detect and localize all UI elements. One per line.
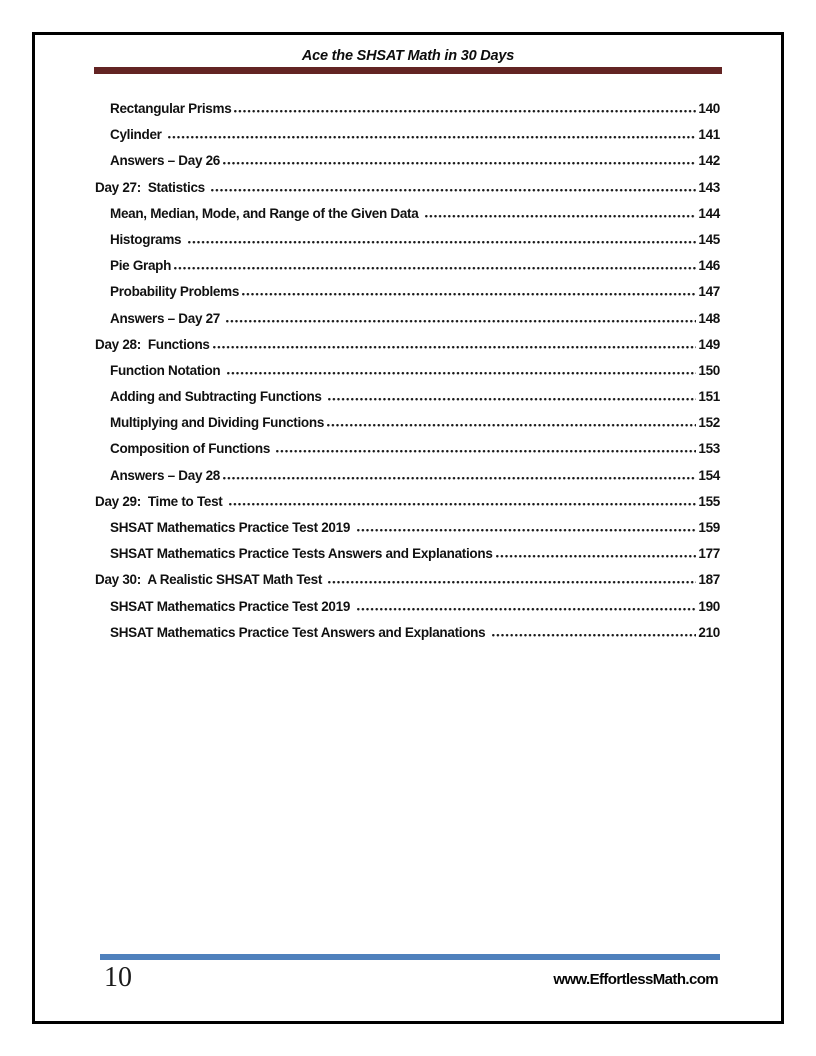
toc-dot-leader: [188, 240, 697, 244]
toc-entry-page: 145: [698, 231, 720, 247]
toc-dot-leader: [234, 109, 696, 113]
toc-dot-leader: [496, 554, 697, 558]
toc-dot-leader: [425, 214, 696, 218]
toc-entry-label: Answers – Day 28: [110, 467, 221, 483]
toc-entry: [95, 489, 720, 515]
toc-entry-label: SHSAT Mathematics Practice Test Answers and Explanations: [110, 624, 489, 640]
toc-entry-page: 141: [698, 127, 720, 143]
toc-dot-leader: [227, 371, 697, 375]
toc-entry-page: 210: [698, 624, 720, 640]
toc-dot-leader: [211, 188, 696, 192]
toc-entry: [95, 384, 720, 410]
toc-entry-page: 152: [698, 415, 720, 431]
toc-entry: [95, 436, 720, 462]
toc-entry-page: 147: [698, 284, 720, 300]
toc-entry: [95, 253, 720, 279]
toc-dot-leader: [328, 397, 696, 401]
toc-entry: [95, 567, 720, 593]
toc-dot-leader: [223, 161, 696, 165]
toc-entry: [95, 541, 720, 567]
toc-entry: [95, 175, 720, 201]
toc-entry-label: Adding and Subtracting Functions: [110, 389, 326, 405]
toc-entry-page: 190: [698, 598, 720, 614]
toc-entry: [95, 594, 720, 620]
toc-entry-page: 144: [698, 205, 720, 221]
toc-entry-label: SHSAT Mathematics Practice Test 2019: [110, 598, 354, 614]
toc-entry-label: SHSAT Mathematics Practice Tests Answers and Explanations: [110, 546, 493, 562]
toc-entry-page: 151: [698, 389, 720, 405]
toc-entry: [95, 279, 720, 305]
toc-dot-leader: [492, 633, 697, 637]
toc-entry: [95, 463, 720, 489]
toc-entry: [95, 96, 720, 122]
toc-entry-label: Answers – Day 26: [110, 153, 221, 169]
toc-entry-label: Histograms: [110, 231, 185, 247]
toc-entry: [95, 358, 720, 384]
toc-entry-page: 140: [698, 101, 720, 116]
toc-entry: [95, 515, 720, 541]
toc-entry: [95, 227, 720, 253]
footer-accent-bar: [100, 954, 720, 960]
toc-entry-label: Function Notation: [110, 362, 224, 378]
toc-entry: [95, 410, 720, 436]
toc-dot-leader: [242, 292, 696, 296]
toc-entry-label: Answers – Day 27: [110, 310, 224, 326]
toc-entry-page: 155: [698, 493, 720, 509]
toc-entry: [95, 332, 720, 358]
toc-entry-label: Day 27: Statistics: [95, 179, 209, 195]
toc-entry-page: 159: [698, 520, 720, 535]
toc-entry: [95, 148, 720, 174]
toc-entry: [95, 201, 720, 227]
toc-entry: [95, 122, 720, 148]
toc-dot-leader: [276, 449, 696, 453]
toc-entry-label: Probability Problems: [110, 284, 240, 300]
toc-entry-label: SHSAT Mathematics Practice Test 2019: [110, 520, 354, 535]
toc-dot-leader: [226, 319, 696, 323]
header-accent-bar: [94, 67, 722, 74]
page-number: 10: [104, 962, 132, 993]
toc-dot-leader: [174, 266, 696, 270]
toc-entry-page: 146: [698, 258, 720, 274]
toc-entry-page: 153: [698, 441, 720, 457]
toc-entry-label: Day 28: Functions: [95, 336, 210, 352]
toc-entry-page: 142: [698, 153, 720, 169]
toc-entry-page: 177: [698, 546, 720, 562]
toc-entry-page: 154: [698, 467, 720, 483]
toc-entry-page: 143: [698, 179, 720, 195]
toc-entry-label: Multiplying and Dividing Functions: [110, 415, 325, 431]
table-of-contents: [95, 96, 720, 646]
toc-entry-label: Rectangular Prisms: [110, 101, 232, 116]
toc-dot-leader: [357, 528, 697, 532]
toc-entry-page: 148: [698, 310, 720, 326]
toc-entry-page: 149: [698, 336, 720, 352]
toc-entry-label: Composition of Functions: [110, 441, 274, 457]
toc-dot-leader: [168, 135, 696, 139]
website-url: www.EffortlessMath.com: [553, 971, 718, 988]
toc-entry-page: 150: [698, 362, 720, 378]
toc-dot-leader: [357, 607, 697, 611]
toc-dot-leader: [213, 345, 697, 349]
page-header-title: Ace the SHSAT Math in 30 Days: [301, 48, 515, 64]
toc-dot-leader: [223, 476, 696, 480]
toc-dot-leader: [229, 502, 696, 506]
toc-entry-label: Mean, Median, Mode, and Range of the Given Data: [110, 205, 422, 221]
page-border: [32, 32, 784, 1024]
toc-entry-label: Day 30: A Realistic SHSAT Math Test: [95, 572, 326, 588]
toc-entry-label: Cylinder: [110, 127, 166, 143]
toc-dot-leader: [328, 580, 696, 584]
toc-entry: [95, 620, 720, 646]
toc-entry: [95, 306, 720, 332]
toc-dot-leader: [327, 423, 696, 427]
toc-entry-label: Pie Graph: [110, 258, 172, 274]
toc-entry-page: 187: [698, 572, 720, 588]
toc-entry-label: Day 29: Time to Test: [95, 493, 226, 509]
